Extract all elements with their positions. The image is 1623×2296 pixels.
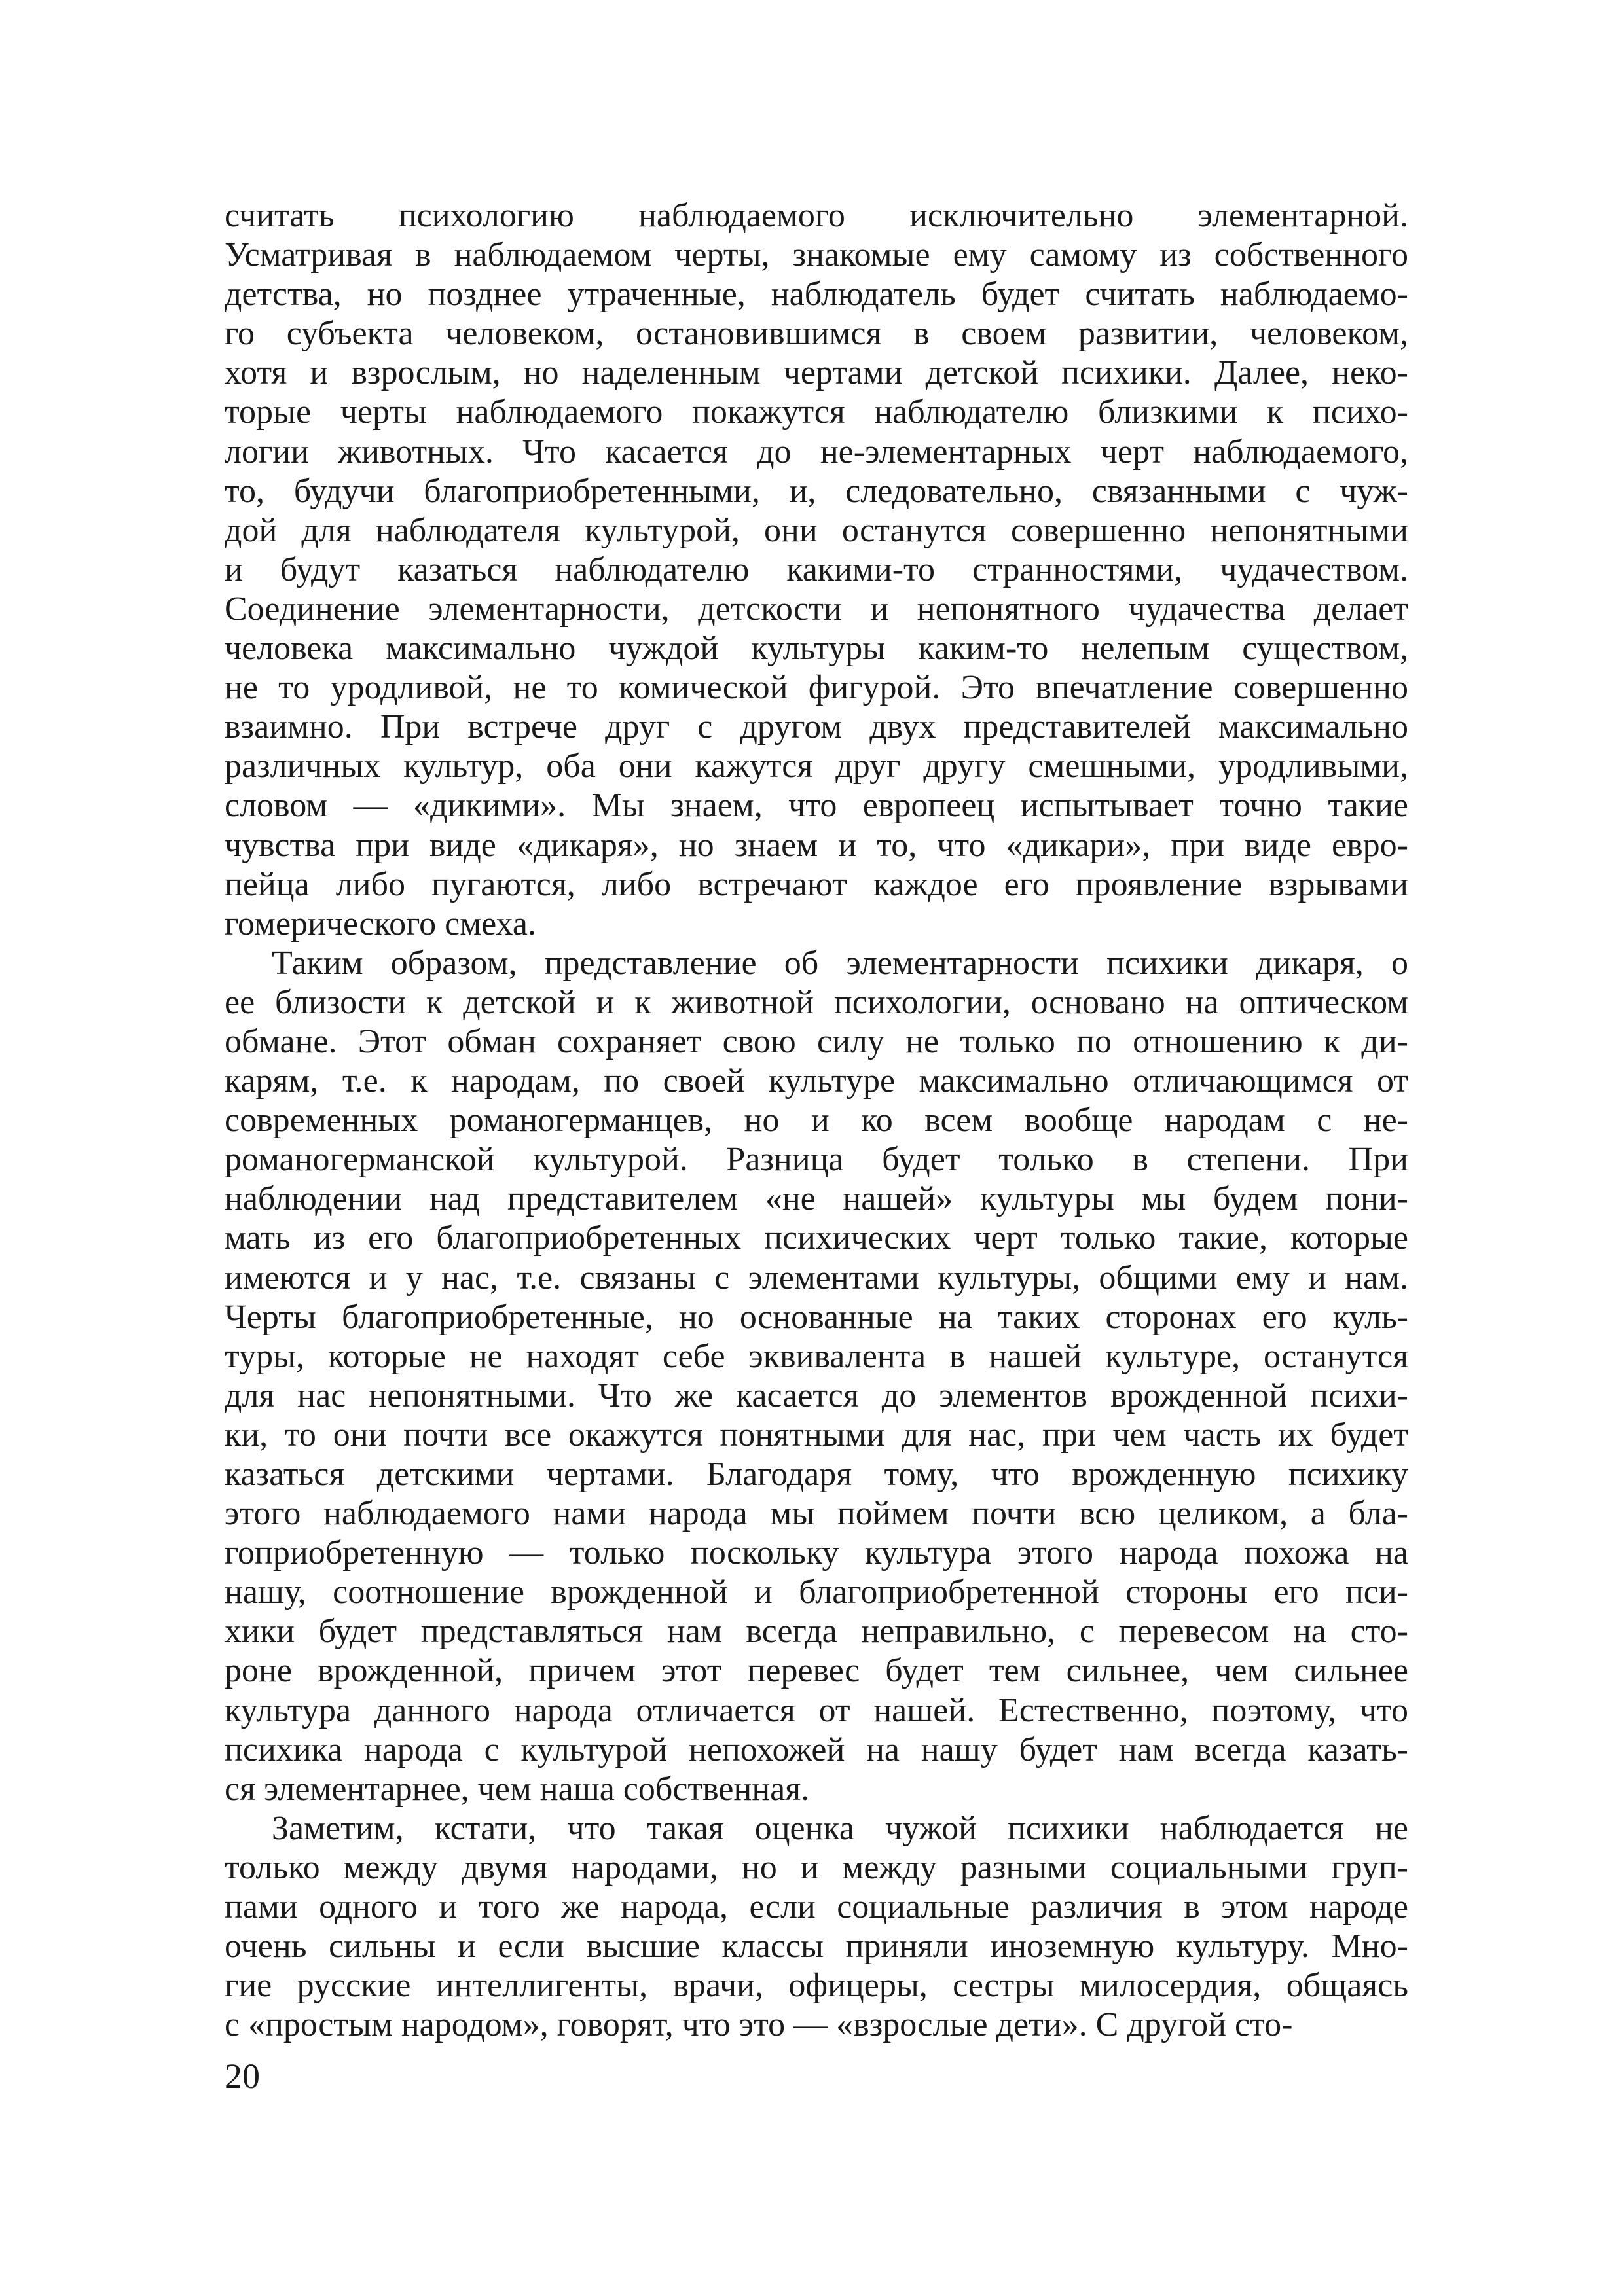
text-line: этого наблюдаемого нами народа мы поймем почти всю целиком, а бла- [225, 1495, 1408, 1533]
text-line: психика народа с культурой непохожей на нашу будет нам всегда казать- [225, 1731, 1408, 1768]
text-line: культура данного народа отличается от нашей. Естественно, поэтому, что [225, 1691, 1408, 1729]
text-line: пейца либо пугаются, либо встречают каждое его проявление взрывами [225, 865, 1408, 903]
text-line: взаимно. При встрече друг с другом двух представителей максимально [225, 708, 1408, 746]
text-line: гоприобретенную — только поскольку культура этого народа похожа на [225, 1534, 1408, 1572]
paragraph [225, 196, 1408, 944]
text-line: гие русские интеллигенты, врачи, офицеры, сестры милосердия, общаясь [225, 1967, 1408, 2005]
text-line: ся элементарнее, чем наша собственная. [225, 1770, 810, 1808]
text-line: детства, но позднее утраченные, наблюдатель будет считать наблюдаемо- [225, 276, 1408, 314]
text-line: туры, которые не находят себе эквивалента в нашей культуре, останутся [225, 1337, 1408, 1375]
text-line: роне врожденной, причем этот перевес будет тем сильнее, чем сильнее [225, 1652, 1408, 1690]
text-line: логии животных. Что касается до не-элементарных черт наблюдаемого, [225, 433, 1408, 471]
text-line: пами одного и того же народа, если социальные различия в этом народе [225, 1888, 1408, 1926]
text-line: очень сильны и если высшие классы приняли иноземную культуру. Мно- [225, 1928, 1408, 1965]
page-number: 20 [225, 2056, 260, 2096]
text-line: Таким образом, представление об элементарности психики дикаря, о [272, 944, 1408, 982]
text-line: хотя и взрослым, но наделенным чертами детской психики. Далее, неко- [225, 354, 1408, 392]
text-line: казаться детскими чертами. Благодаря тому, что врожденную психику [225, 1456, 1408, 1493]
text-line: Заметим, кстати, что такая оценка чужой психики наблюдается не [272, 1809, 1408, 1847]
paragraph [225, 1809, 1408, 2045]
text-line: Соединение элементарности, детскости и непонятного чудачества делает [225, 590, 1408, 628]
text-line: считать психологию наблюдаемого исключительно элементарной. [225, 197, 1408, 234]
text-line: то, будучи благоприобретенными, и, следовательно, связанными с чуж- [225, 472, 1408, 510]
text-line: имеются и у нас, т.е. связаны с элементами культуры, общими ему и нам. [225, 1259, 1408, 1297]
text-line: карям, т.е. к народам, по своей культуре максимально отличающимся от [225, 1062, 1408, 1100]
text-line: ее близости к детской и к животной психологии, основано на оптическом [225, 983, 1408, 1021]
text-line: ки, то они почти все окажутся понятными для нас, при чем часть их будет [225, 1416, 1408, 1454]
text-line: нашу, соотношение врожденной и благоприобретенной стороны его пси- [225, 1573, 1408, 1611]
text-line: только между двумя народами, но и между разными социальными груп- [225, 1848, 1408, 1886]
text-line: современных романогерманцев, но и ко всем вообще народам с не- [225, 1102, 1408, 1139]
paragraph [225, 944, 1408, 1809]
text-line: различных культур, оба они кажутся друг другу смешными, уродливыми, [225, 747, 1408, 785]
text-line: не то уродливой, не то комической фигурой. Это впечатление совершенно [225, 669, 1408, 707]
text-line: хики будет представляться нам всегда неправильно, с перевесом на сто- [225, 1613, 1408, 1651]
text-line: чувства при виде «дикаря», но знаем и то, что «дикари», при виде евро- [225, 826, 1408, 864]
text-line: для нас непонятными. Что же касается до элементов врожденной психи- [225, 1376, 1408, 1414]
text-line: Усматривая в наблюдаемом черты, знакомые ему самому из собственного [225, 236, 1408, 274]
text-line: гомерического смеха. [225, 905, 536, 942]
text-line: дой для наблюдателя культурой, они останутся совершенно непонятными [225, 511, 1408, 549]
text-line: мать из его благоприобретенных психических черт только такие, которые [225, 1219, 1408, 1257]
text-line: го субъекта человеком, остановившимся в своем развитии, человеком, [225, 315, 1408, 353]
text-line: и будут казаться наблюдателю какими-то странностями, чудачеством. [225, 550, 1408, 588]
text-line: человека максимально чуждой культуры каким-то нелепым существом, [225, 630, 1408, 668]
text-line: Черты благоприобретенные, но основанные на таких сторонах его куль- [225, 1298, 1408, 1336]
text-line: торые черты наблюдаемого покажутся наблюдателю близкими к психо- [225, 393, 1408, 431]
text-line: наблюдении над представителем «не нашей» культуры мы будем пони- [225, 1180, 1408, 1218]
text-line: с «простым народом», говорят, что это — «взрослые дети». С другой сто- [225, 2006, 1293, 2044]
text-line: романогерманской культурой. Разница будет только в степени. При [225, 1141, 1408, 1179]
body-text [225, 196, 1408, 2045]
text-line: словом — «дикими». Мы знаем, что европеец испытывает точно такие [225, 787, 1408, 825]
text-line: обмане. Этот обман сохраняет свою силу не только по отношению к ди- [225, 1022, 1408, 1060]
